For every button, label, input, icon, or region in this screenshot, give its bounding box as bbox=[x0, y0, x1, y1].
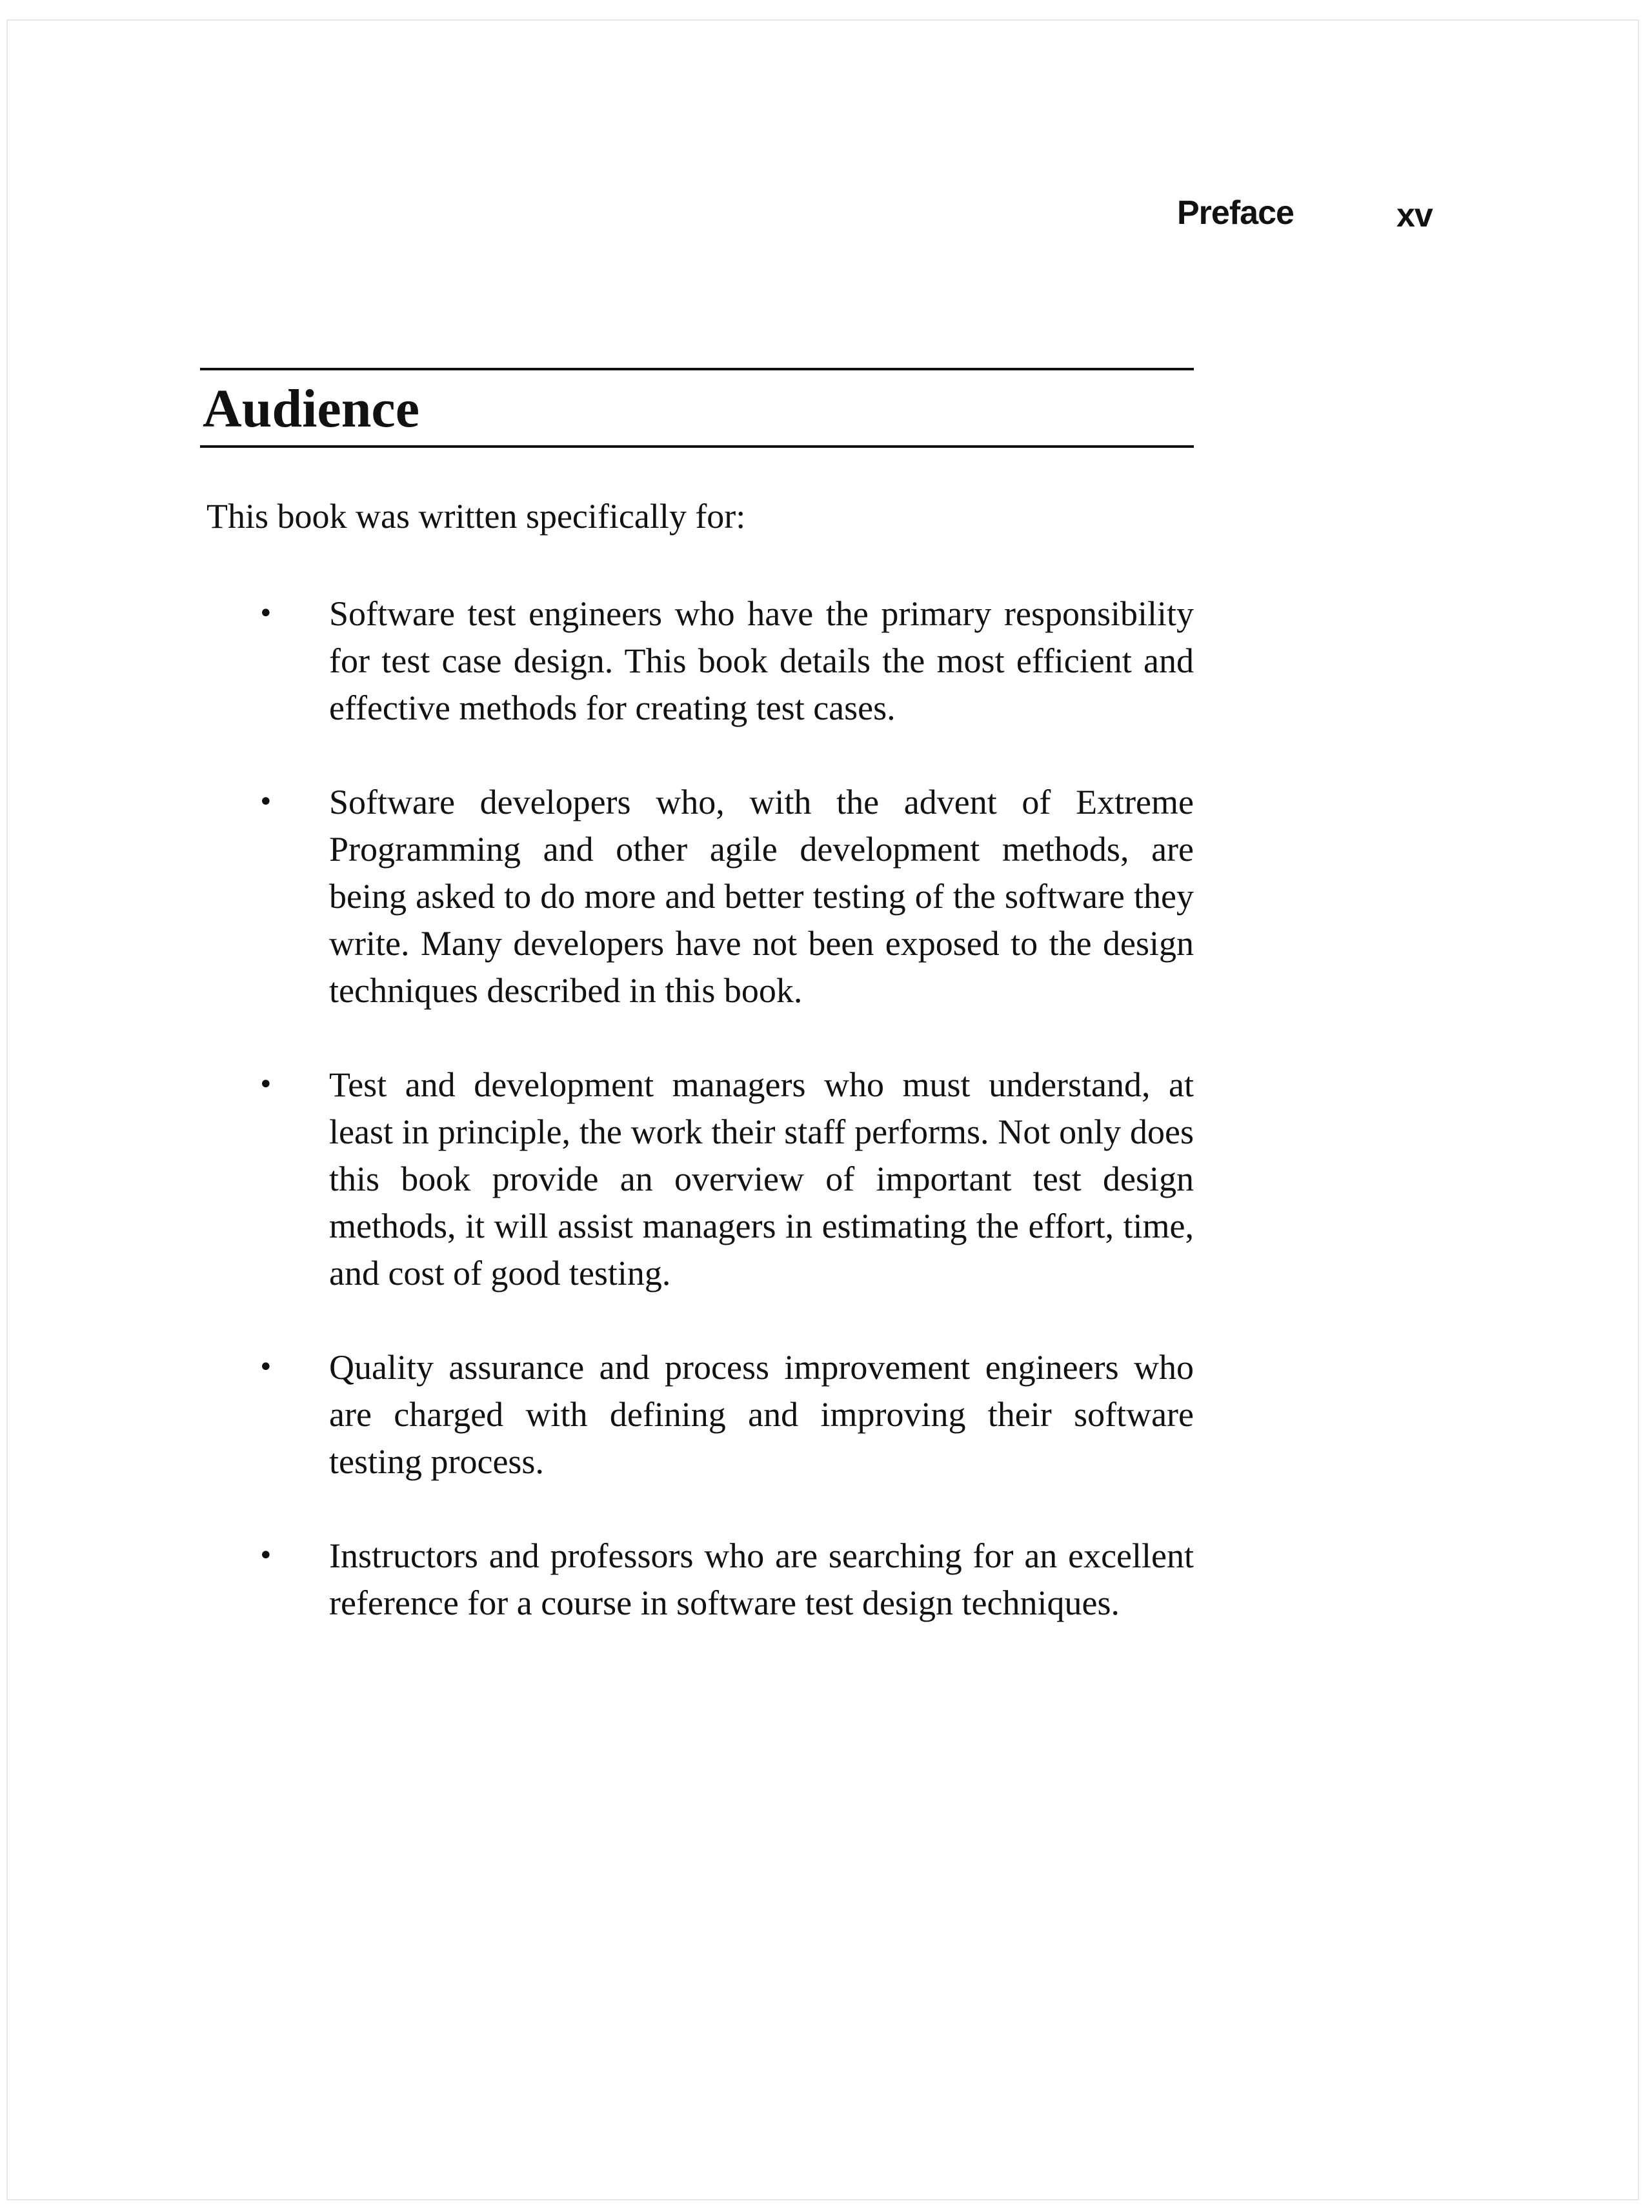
list-item-text: Instructors and professors who are searching for an excellent reference for a course in software test design techniques. bbox=[329, 1536, 1194, 1622]
section-heading: Audience bbox=[203, 379, 419, 439]
heading-bottom-rule bbox=[200, 445, 1194, 448]
list-item bbox=[258, 1344, 1194, 1485]
list-item bbox=[258, 590, 1194, 732]
page-number: xv bbox=[1396, 197, 1433, 234]
bullet-icon: • bbox=[258, 787, 274, 817]
intro-paragraph: This book was written specifically for: bbox=[206, 497, 746, 536]
list-item-text: Software test engineers who have the primary responsibility for test case design. This book details the most efficient and effective methods for creating test cases. bbox=[329, 594, 1194, 727]
list-item-text: Test and development managers who must understand, at least in principle, the work their staff performs. Not only does this book provide an overview of important test design methods, it will assist managers in estimating the effort, time, and cost of good testing. bbox=[329, 1065, 1194, 1292]
bullet-icon: • bbox=[258, 1070, 274, 1100]
bullet-icon: • bbox=[258, 599, 274, 628]
bullet-icon: • bbox=[258, 1541, 274, 1571]
bullet-icon: • bbox=[258, 1352, 274, 1382]
list-item bbox=[258, 1533, 1194, 1627]
running-head-section: Preface bbox=[1177, 194, 1294, 232]
audience-list bbox=[200, 590, 1194, 1627]
list-item bbox=[258, 779, 1194, 1014]
list-item-text: Quality assurance and process improvement engineers who are charged with defining and improving their software testing process. bbox=[329, 1348, 1194, 1481]
list-item bbox=[258, 1061, 1194, 1297]
book-page bbox=[6, 19, 1639, 2200]
list-item-text: Software developers who, with the advent of Extreme Programming and other agile development methods, are being asked to do more and better testing of the software they write. Many developers have not been exposed to the design techniques described in this book. bbox=[329, 783, 1194, 1010]
audience-section bbox=[200, 368, 1194, 1674]
running-head bbox=[1177, 194, 1433, 234]
heading-top-rule bbox=[200, 368, 1194, 370]
